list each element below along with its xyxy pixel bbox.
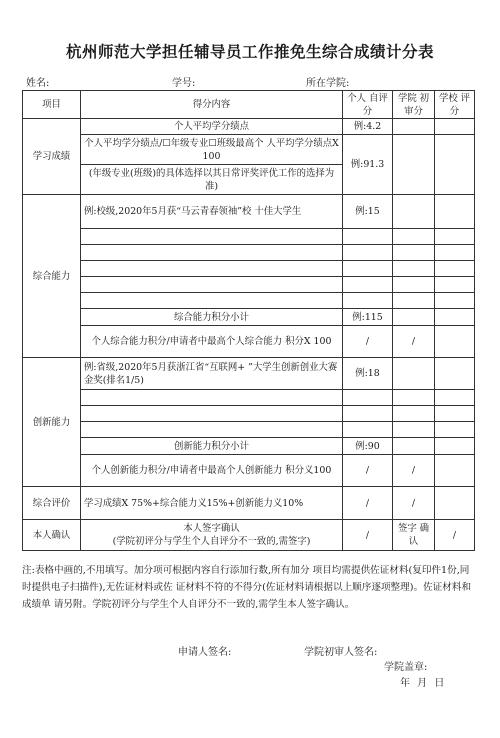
study-ratio-content: 个人平均学分绩点/☐年级专业☐班级最高个 人平均学分绩点X 100 bbox=[81, 135, 343, 165]
blank-cell[interactable] bbox=[393, 261, 435, 277]
study-ratio-school[interactable] bbox=[435, 135, 475, 195]
innovation-subtotal-college[interactable] bbox=[393, 438, 435, 455]
blank-cell[interactable] bbox=[343, 390, 393, 406]
innovation-ratio-content: 个人创新能力积分/申请者中最高个人创新能力 积分义100 bbox=[81, 455, 343, 487]
table-row bbox=[23, 119, 475, 135]
blank-cell[interactable] bbox=[81, 261, 343, 277]
category-confirm: 本人确认 bbox=[23, 520, 81, 551]
study-ratio-self: 例:91.3 bbox=[343, 135, 393, 195]
date-label: 年 月 日 bbox=[400, 678, 447, 689]
innovation-ratio-self: / bbox=[343, 455, 393, 487]
footnote: 注:表格中画的,不用填写。加分项可根据内容自行添加行数,所有加分 项目均需提供佐证材料(复印件1份,同时提供电子扫描件),无佐证材料或佐 证材料不符的不得分(佐证材料请根据以上顺序逐项整理)。佐证材料和成绩单 请另附。学院初评分与学生个人自评分不一致的,需学生本人签字确认。 bbox=[22, 565, 472, 610]
blank-cell[interactable] bbox=[81, 229, 343, 245]
name-label: 姓名: bbox=[26, 78, 50, 89]
header-item: 项目 bbox=[23, 91, 81, 119]
blank-cell[interactable] bbox=[81, 406, 343, 422]
blank-cell[interactable] bbox=[435, 245, 475, 261]
table-row bbox=[23, 261, 475, 277]
table-row bbox=[23, 277, 475, 293]
ability-example-self: 例:15 bbox=[343, 195, 393, 229]
composite-college: / bbox=[393, 487, 435, 520]
table-row bbox=[23, 520, 475, 551]
page-title: 杭州师范大学担任辅导员工作推免生综合成绩计分表 bbox=[65, 43, 434, 61]
study-gpa-college[interactable] bbox=[393, 119, 435, 135]
innovation-ratio-college: / bbox=[393, 455, 435, 487]
blank-cell[interactable] bbox=[81, 390, 343, 406]
header-self-score: 个人 自评分 bbox=[343, 91, 393, 119]
table-row bbox=[23, 245, 475, 261]
header-school-score: 学校 评分 bbox=[435, 91, 475, 119]
study-gpa-content: 个人平均学分绩点 bbox=[81, 119, 343, 135]
blank-cell[interactable] bbox=[81, 293, 343, 309]
category-study: 学习成绩 bbox=[23, 119, 81, 195]
table-row bbox=[23, 455, 475, 487]
blank-cell[interactable] bbox=[435, 261, 475, 277]
blank-cell[interactable] bbox=[393, 422, 435, 438]
blank-cell[interactable] bbox=[343, 422, 393, 438]
applicant-signature-label: 申请人签名: bbox=[178, 647, 232, 658]
composite-formula: 学习成绩X 75%+综合能力义15%+创新能力义10% bbox=[81, 487, 343, 520]
confirm-school: / bbox=[435, 520, 475, 551]
ability-ratio-college: / bbox=[393, 326, 435, 358]
study-gpa-self: 例:4.2 bbox=[343, 119, 393, 135]
innovation-example-self: 例:18 bbox=[343, 358, 393, 390]
blank-cell[interactable] bbox=[435, 229, 475, 245]
innovation-ratio-school[interactable] bbox=[435, 455, 475, 487]
table-row bbox=[23, 195, 475, 229]
blank-cell[interactable] bbox=[343, 277, 393, 293]
ability-example-school[interactable] bbox=[435, 195, 475, 229]
ability-subtotal-college[interactable] bbox=[393, 309, 435, 326]
header-content: 得分内容 bbox=[81, 91, 343, 119]
confirm-line1: 本人签字确认 bbox=[183, 523, 240, 534]
ability-example-content: 例:校级,2020年5月获“马云青春领袖”校 十佳大学生 bbox=[81, 195, 343, 229]
blank-cell[interactable] bbox=[393, 245, 435, 261]
table-header-row bbox=[23, 91, 475, 119]
confirm-college[interactable]: 签字 确认 bbox=[393, 520, 435, 551]
student-id-label: 学号: bbox=[172, 78, 196, 89]
blank-cell[interactable] bbox=[393, 390, 435, 406]
blank-cell[interactable] bbox=[393, 406, 435, 422]
category-innovation: 创新能力 bbox=[23, 358, 81, 487]
table-row bbox=[23, 293, 475, 309]
table-row bbox=[23, 135, 475, 165]
ability-example-college[interactable] bbox=[393, 195, 435, 229]
blank-cell[interactable] bbox=[81, 245, 343, 261]
blank-cell[interactable] bbox=[343, 229, 393, 245]
composite-school[interactable] bbox=[435, 487, 475, 520]
ability-ratio-content: 个人综合能力积分/申请者中最高个人综合能力 积分X 100 bbox=[81, 326, 343, 358]
innovation-subtotal-self: 例:90 bbox=[343, 438, 393, 455]
score-table bbox=[22, 90, 475, 551]
table-row bbox=[23, 326, 475, 358]
score-table-wrapper bbox=[22, 90, 474, 551]
ability-ratio-school[interactable] bbox=[435, 326, 475, 358]
blank-cell[interactable] bbox=[343, 245, 393, 261]
blank-cell[interactable] bbox=[343, 261, 393, 277]
innovation-subtotal-school[interactable] bbox=[435, 438, 475, 455]
blank-cell[interactable] bbox=[343, 293, 393, 309]
blank-cell[interactable] bbox=[435, 406, 475, 422]
table-row bbox=[23, 358, 475, 390]
blank-cell[interactable] bbox=[343, 406, 393, 422]
blank-cell[interactable] bbox=[435, 293, 475, 309]
innovation-example-content: 例:省级,2020年5月获浙江省“互联网+ ”大学生创新创业大赛金奖(排名1/5) bbox=[81, 358, 343, 390]
ability-ratio-self: / bbox=[343, 326, 393, 358]
blank-cell[interactable] bbox=[393, 293, 435, 309]
ability-subtotal-content: 综合能力积分小计 bbox=[81, 309, 343, 326]
blank-cell[interactable] bbox=[435, 390, 475, 406]
table-row bbox=[23, 487, 475, 520]
ability-subtotal-self: 例:115 bbox=[343, 309, 393, 326]
table-row bbox=[23, 309, 475, 326]
blank-cell[interactable] bbox=[81, 277, 343, 293]
category-composite: 综合评价 bbox=[23, 487, 81, 520]
confirm-content bbox=[81, 520, 343, 551]
composite-self: / bbox=[343, 487, 393, 520]
table-row bbox=[23, 229, 475, 245]
table-row bbox=[23, 406, 475, 422]
study-gpa-school[interactable] bbox=[435, 119, 475, 135]
reviewer-signature-label: 学院初审人签名: bbox=[304, 647, 378, 658]
table-row bbox=[23, 438, 475, 455]
blank-cell[interactable] bbox=[435, 422, 475, 438]
blank-cell[interactable] bbox=[393, 229, 435, 245]
table-row bbox=[23, 390, 475, 406]
innovation-subtotal-content: 创新能力积分小计 bbox=[81, 438, 343, 455]
college-label: 所在学院: bbox=[306, 78, 350, 89]
study-note-content: (年级专业(班级)的具体选择以其日常评奖评优工作的选择为准) bbox=[81, 165, 343, 195]
blank-cell[interactable] bbox=[81, 422, 343, 438]
blank-cell[interactable] bbox=[435, 277, 475, 293]
innovation-example-school[interactable] bbox=[435, 358, 475, 390]
college-seal-label: 学院盖章: bbox=[384, 662, 428, 673]
confirm-line2: (学院初评分与学生个人自评分不一致的,需签字) bbox=[112, 536, 311, 547]
header-college-score: 学院 初审分 bbox=[393, 91, 435, 119]
table-row bbox=[23, 422, 475, 438]
study-ratio-college[interactable] bbox=[393, 135, 435, 195]
blank-cell[interactable] bbox=[393, 277, 435, 293]
innovation-example-college[interactable] bbox=[393, 358, 435, 390]
confirm-self: / bbox=[343, 520, 393, 551]
ability-subtotal-school[interactable] bbox=[435, 309, 475, 326]
category-ability: 综合能力 bbox=[23, 195, 81, 358]
